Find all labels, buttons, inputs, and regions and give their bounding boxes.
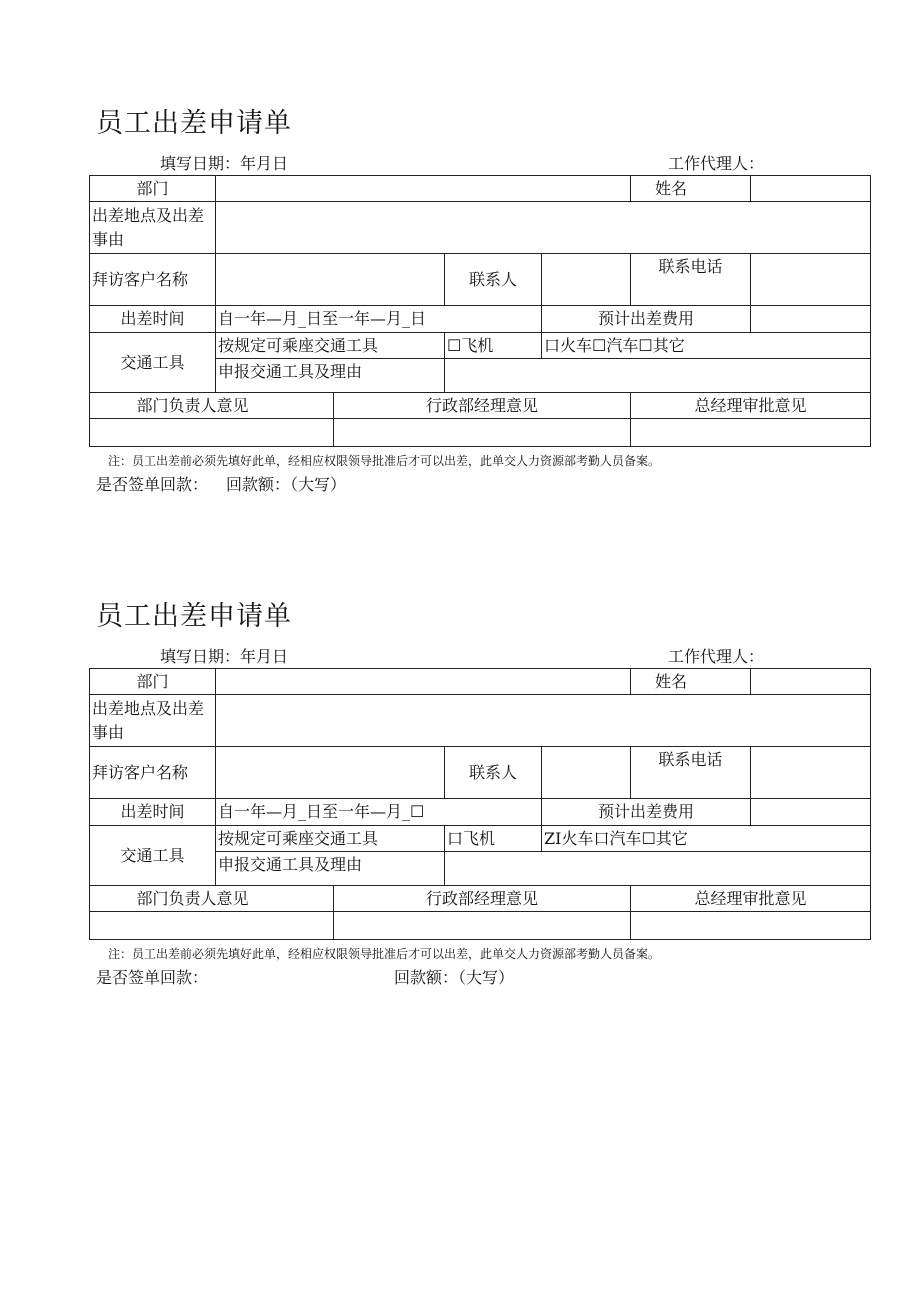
train-car-other-checkboxes[interactable]: ZI火车口汽车☐其它: [542, 826, 871, 852]
allowed-transport-label: 按规定可乘座交通工具: [216, 826, 445, 852]
name-field[interactable]: [751, 176, 871, 202]
fill-date-label: 填写日期：年月日: [160, 647, 289, 666]
trip-time-label: 出差时间: [90, 306, 216, 333]
dept-head-opinion-label: 部门负责人意见: [90, 393, 334, 419]
dept-label: 部门: [90, 669, 216, 695]
gm-signature-field[interactable]: [631, 912, 871, 940]
trip-time-label: 出差时间: [90, 799, 216, 826]
trip-time-field[interactable]: 自一年—月_日至一年—月_☐: [216, 799, 542, 826]
contact-person-label: 联系人: [445, 747, 542, 799]
declared-transport-field[interactable]: [445, 359, 871, 393]
gm-approval-label: 总经理审批意见: [631, 886, 871, 912]
dept-head-signature-field[interactable]: [90, 419, 334, 447]
declared-transport-field[interactable]: [445, 852, 871, 886]
name-field[interactable]: [751, 669, 871, 695]
form-title: 员工出差申请单: [96, 601, 292, 632]
contact-phone-label: 联系电话: [631, 254, 751, 306]
declared-transport-label: 申报交通工具及理由: [216, 852, 445, 886]
travel-request-table: [89, 175, 871, 447]
dept-label: 部门: [90, 176, 216, 202]
trip-place-reason-field[interactable]: [216, 695, 871, 747]
client-name-field[interactable]: [216, 254, 445, 306]
form-note: 注：员工出差前必须先填好此单，经相应权限领导批准后才可以出差，此单交人力资源部考勤人员备案。: [108, 947, 661, 961]
travel-request-table: [89, 668, 871, 940]
plane-checkbox[interactable]: ☐飞机: [445, 333, 542, 359]
trip-place-reason-label: 出差地点及出差事由: [90, 695, 216, 747]
client-name-label: 拜访客户名称: [90, 254, 216, 306]
contact-phone-field[interactable]: [751, 747, 871, 799]
admin-manager-signature-field[interactable]: [334, 419, 631, 447]
contact-person-field[interactable]: [542, 254, 631, 306]
estimated-cost-field[interactable]: [751, 799, 871, 826]
trip-time-field[interactable]: 自一年—月_日至一年—月_日: [216, 306, 542, 333]
client-name-label: 拜访客户名称: [90, 747, 216, 799]
allowed-transport-label: 按规定可乘座交通工具: [216, 333, 445, 359]
estimated-cost-field[interactable]: [751, 306, 871, 333]
estimated-cost-label: 预计出差费用: [542, 799, 751, 826]
form-title: 员工出差申请单: [96, 108, 292, 139]
name-label: 姓名: [631, 176, 751, 202]
declared-transport-label: 申报交通工具及理由: [216, 359, 445, 393]
trip-place-reason-field[interactable]: [216, 202, 871, 254]
dept-field[interactable]: [216, 176, 631, 202]
sign-back-label: 是否签单回款：: [96, 475, 209, 494]
refund-amount-label: 回款额：（大写）: [226, 475, 347, 494]
contact-phone-field[interactable]: [751, 254, 871, 306]
name-label: 姓名: [631, 669, 751, 695]
dept-field[interactable]: [216, 669, 631, 695]
contact-person-label: 联系人: [445, 254, 542, 306]
trip-place-reason-label: 出差地点及出差事由: [90, 202, 216, 254]
plane-checkbox[interactable]: 口飞机: [445, 826, 542, 852]
admin-manager-opinion-label: 行政部经理意见: [334, 393, 631, 419]
dept-head-signature-field[interactable]: [90, 912, 334, 940]
form-note: 注：员工出差前必须先填好此单，经相应权限领导批准后才可以出差，此单交人力资源部考勤人员备案。: [108, 454, 661, 468]
transport-label: 交通工具: [90, 333, 216, 393]
work-agent-label: 工作代理人：: [668, 647, 765, 666]
gm-signature-field[interactable]: [631, 419, 871, 447]
contact-person-field[interactable]: [542, 747, 631, 799]
work-agent-label: 工作代理人：: [668, 154, 765, 173]
client-name-field[interactable]: [216, 747, 445, 799]
sign-back-label: 是否签单回款：: [96, 968, 209, 987]
contact-phone-label: 联系电话: [631, 747, 751, 799]
transport-label: 交通工具: [90, 826, 216, 886]
train-car-other-checkboxes[interactable]: 口火车☐汽车☐其它: [542, 333, 871, 359]
admin-manager-signature-field[interactable]: [334, 912, 631, 940]
refund-amount-label: 回款额：（大写）: [394, 968, 515, 987]
estimated-cost-label: 预计出差费用: [542, 306, 751, 333]
admin-manager-opinion-label: 行政部经理意见: [334, 886, 631, 912]
fill-date-label: 填写日期：年月日: [160, 154, 289, 173]
dept-head-opinion-label: 部门负责人意见: [90, 886, 334, 912]
gm-approval-label: 总经理审批意见: [631, 393, 871, 419]
